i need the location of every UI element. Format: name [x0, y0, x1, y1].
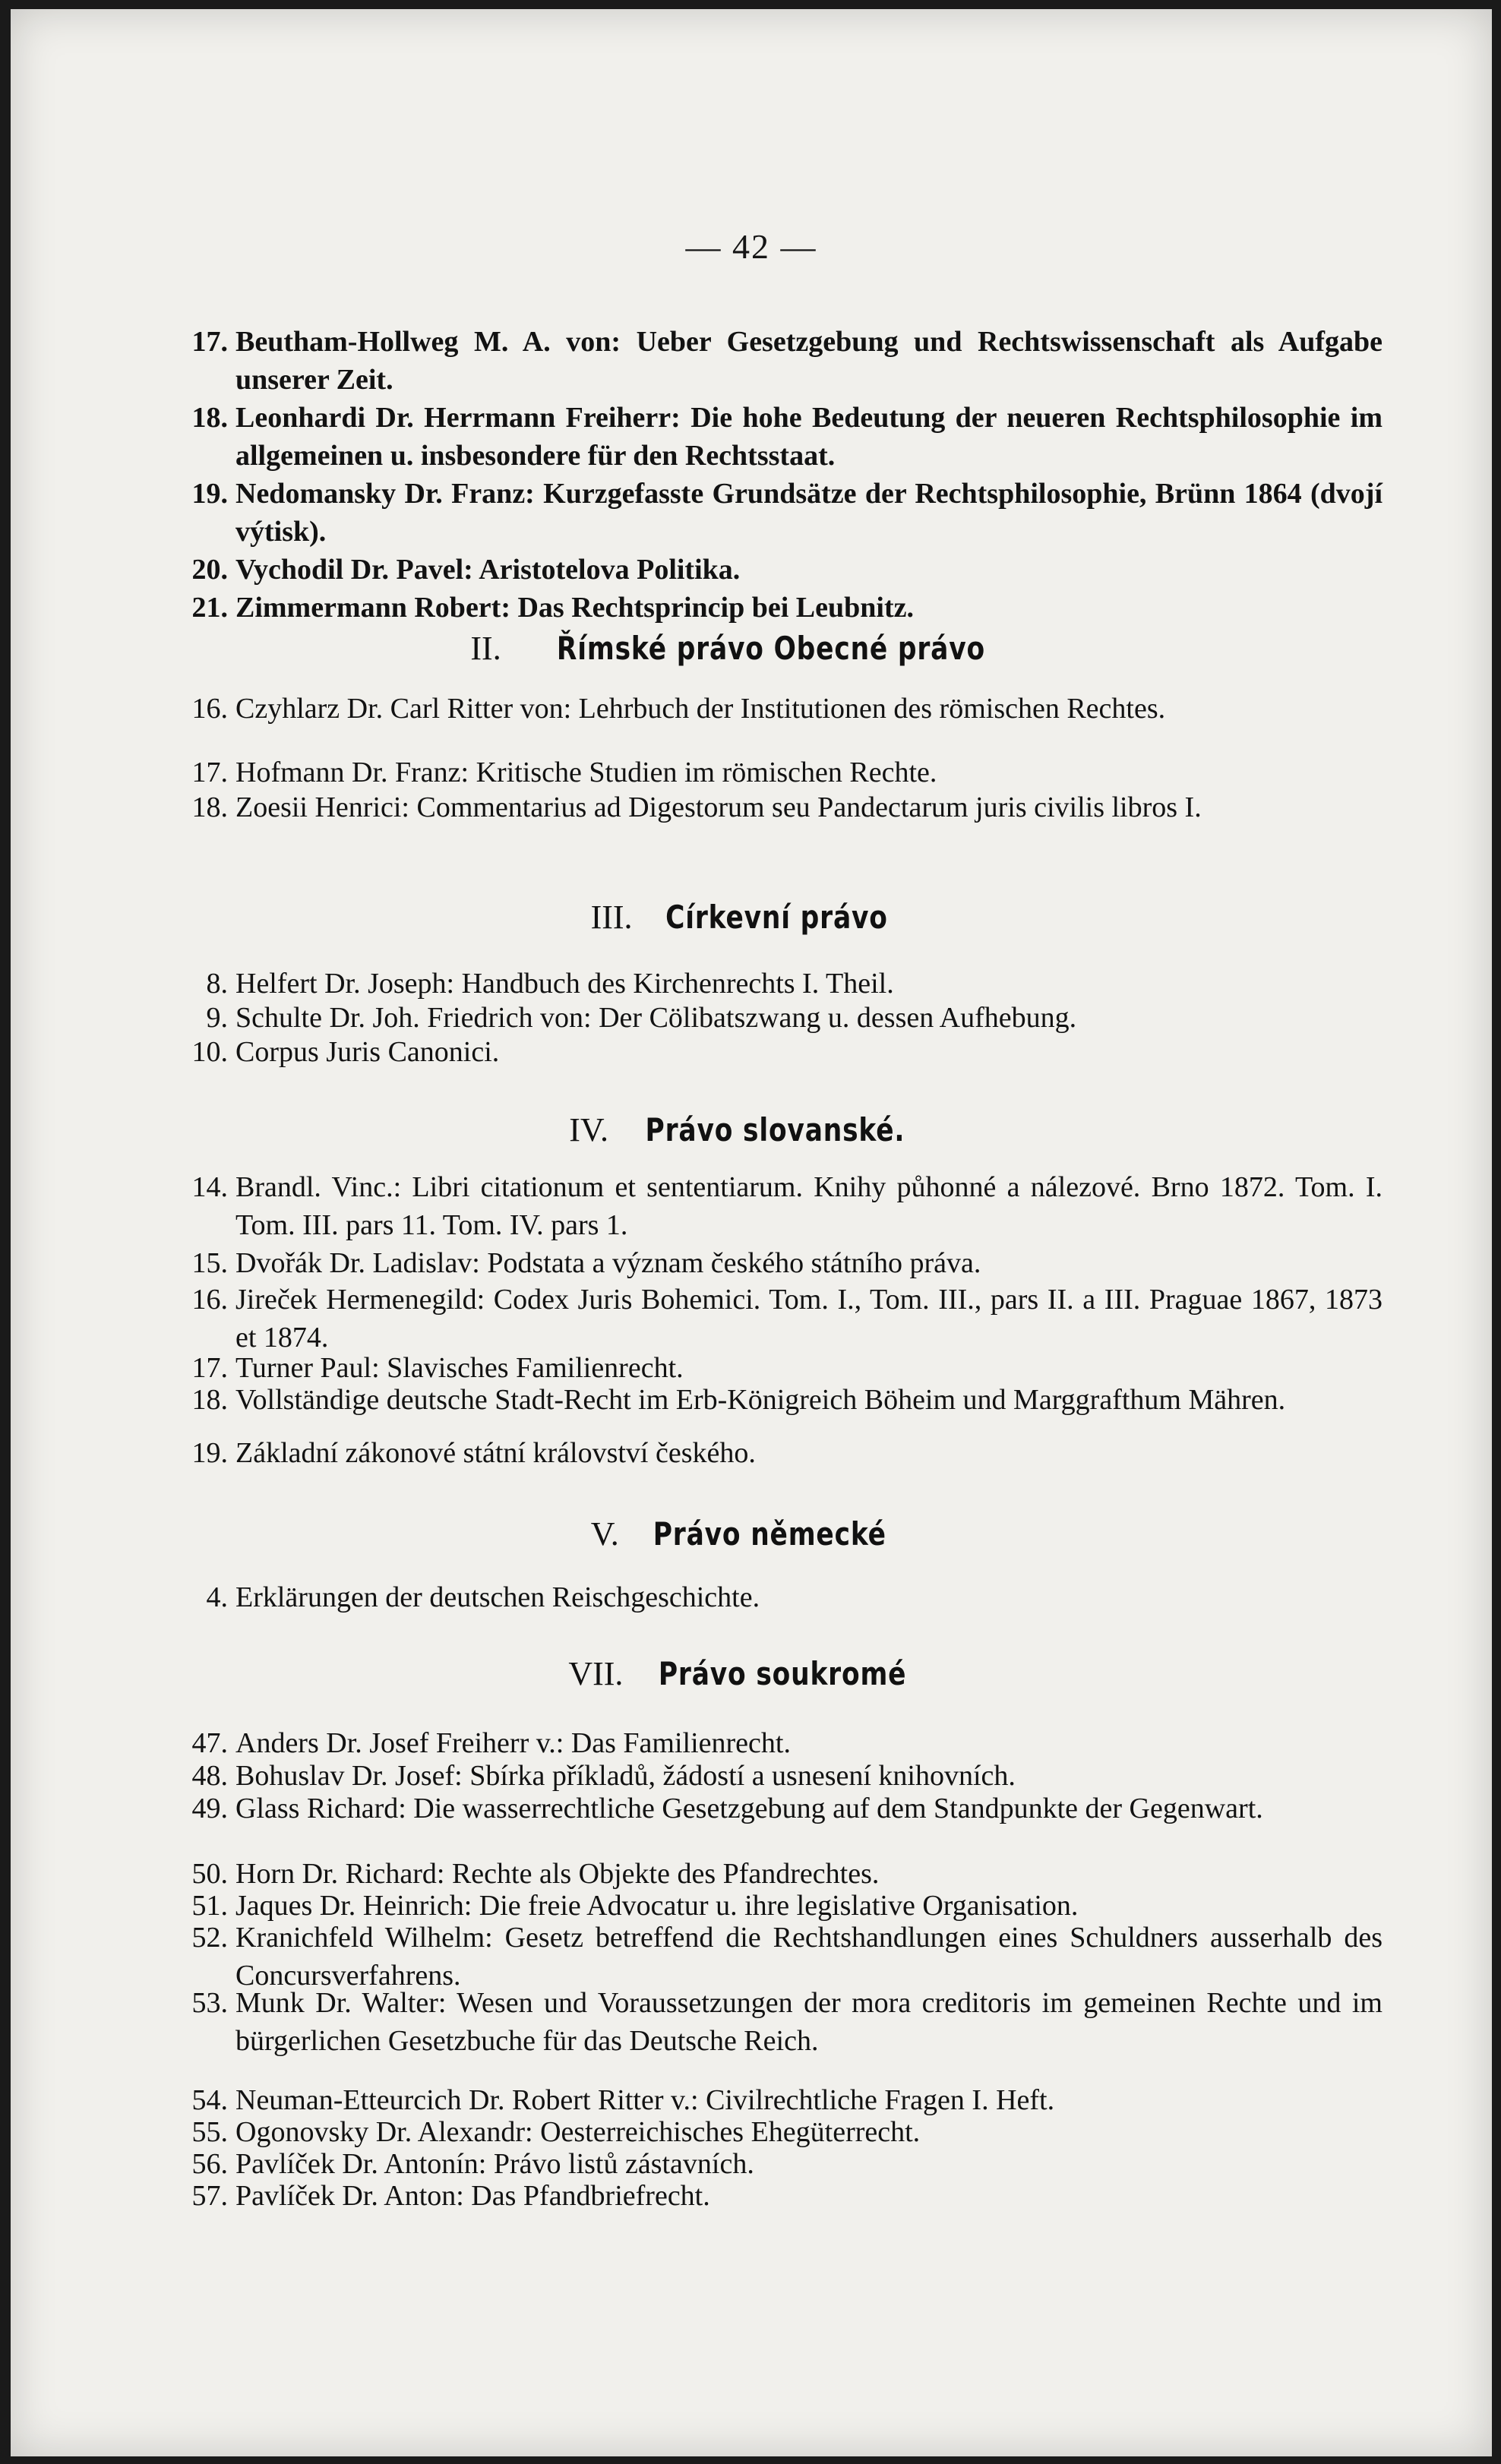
section-title: Právo slovanské. [645, 1111, 905, 1148]
list-item [191, 1168, 1382, 1244]
entry-number: 17. [191, 1352, 228, 1384]
entry-text: Zoesii Henrici: Commentarius ad Digestorum seu Pandectarum juris civilis libros I. [235, 791, 1202, 823]
entry-text: Kranichfeld Wilhelm: Gesetz betreffend die Rechtshandlungen eines Schuldners ausserhalb des Concursverfahrens. [235, 1922, 1382, 1992]
list-item [191, 690, 1382, 728]
entry-number: 57. [191, 2180, 228, 2212]
section-heading [11, 1654, 1492, 1693]
entry-text: Erklärungen der deutschen Reischgeschichte. [235, 1581, 760, 1613]
list-item [191, 1281, 1382, 1357]
section-roman: II. [470, 630, 501, 667]
entry-text: Schulte Dr. Joh. Friedrich von: Der Cölibatszwang u. dessen Aufhebung. [235, 1002, 1077, 1034]
entry-number: 47. [191, 1727, 228, 1759]
page-number: — 42 — [685, 227, 817, 266]
entry-number: 52. [191, 1922, 228, 1954]
list-item [191, 1244, 1382, 1282]
entry-number: 10. [191, 1036, 228, 1068]
entry-number: 56. [191, 2148, 228, 2180]
entry-text: Vychodil Dr. Pavel: Aristotelova Politika. [235, 554, 741, 586]
entry-text: Základní zákonové státní království českého. [235, 1437, 756, 1469]
list-item [191, 1033, 1382, 1071]
entry-number: 19. [191, 1437, 228, 1469]
entry-number: 48. [191, 1760, 228, 1792]
entry-number: 51. [191, 1890, 228, 1922]
list-item [191, 551, 1382, 589]
section-roman: VII. [568, 1655, 624, 1692]
section-title: Právo německé [653, 1515, 886, 1553]
entry-number: 18. [191, 402, 228, 434]
entry-text: Bohuslav Dr. Josef: Sbírka příkladů, žádostí a usnesení knihovních. [235, 1760, 1016, 1792]
entry-number: 16. [191, 693, 228, 725]
entry-number: 54. [191, 2084, 228, 2116]
document-page [11, 9, 1492, 2456]
entry-number: 8. [206, 968, 228, 1000]
entry-number: 55. [191, 2116, 228, 2148]
entry-text: Vollständige deutsche Stadt-Recht im Erb-Königreich Böheim und Marggrafthum Mähren. [235, 1384, 1286, 1416]
entry-number: 16. [191, 1284, 228, 1316]
entry-text: Zimmermann Robert: Das Rechtsprincip bei Leubnitz. [235, 592, 914, 624]
entry-text: Brandl. Vinc.: Libri citationum et sententiarum. Knihy půhonné a nálezové. Brno 1872. Tom. I. Tom. III. pars 11. Tom. IV. pars 1. [235, 1171, 1382, 1241]
section-heading [11, 629, 1492, 668]
section-roman: III. [590, 899, 633, 936]
entry-text: Munk Dr. Walter: Wesen und Voraussetzungen der mora creditoris im gemeinen Rechte und im bürgerlichen Gesetzbuche für das Deutsche Reich. [235, 1987, 1382, 2057]
entry-number: 4. [206, 1581, 228, 1613]
list-item [191, 475, 1382, 551]
entry-number: 53. [191, 1987, 228, 2019]
list-item [191, 399, 1382, 475]
entry-text: Pavlíček Dr. Antonín: Právo listů zástavních. [235, 2148, 754, 2180]
entry-number: 15. [191, 1247, 228, 1279]
section-title: Právo soukromé [659, 1655, 907, 1692]
section-title: Církevní právo [665, 899, 888, 936]
entry-number: 50. [191, 1858, 228, 1890]
entry-text: Turner Paul: Slavisches Familienrecht. [235, 1352, 684, 1384]
entry-number: 18. [191, 1384, 228, 1416]
list-item [191, 2177, 1382, 2215]
entry-text: Czyhlarz Dr. Carl Ritter von: Lehrbuch der Institutionen des römischen Rechtes. [235, 693, 1166, 725]
entry-text: Ogonovsky Dr. Alexandr: Oesterreichisches Ehegüterrecht. [235, 2116, 921, 2148]
entry-text: Leonhardi Dr. Herrmann Freiherr: Die hohe Bedeutung der neueren Rechtsphilosophie im allgemeinen u. insbesondere für den Rechtsstaat. [235, 402, 1382, 472]
entry-text: Beutham-Hollweg M. A. von: Ueber Gesetzgebung und Rechtswissenschaft als Aufgabe unserer Zeit. [235, 326, 1382, 396]
entry-text: Pavlíček Dr. Anton: Das Pfandbriefrecht. [235, 2180, 710, 2212]
entry-text: Nedomansky Dr. Franz: Kurzgefasste Grundsätze der Rechtsphilosophie, Brünn 1864 (dvojí výtisk). [235, 478, 1382, 548]
entry-text: Neuman-Etteurcich Dr. Robert Ritter v.: Civilrechtliche Fragen I. Heft. [235, 2084, 1055, 2116]
list-item [191, 1381, 1382, 1419]
entry-number: 9. [206, 1002, 228, 1034]
section-heading [11, 1110, 1492, 1149]
entry-number: 20. [191, 554, 228, 586]
list-item [191, 589, 1382, 627]
entry-number: 14. [191, 1171, 228, 1203]
entry-text: Dvořák Dr. Ladislav: Podstata a význam českého státního práva. [235, 1247, 981, 1279]
entry-text: Hofmann Dr. Franz: Kritische Studien im römischen Rechte. [235, 757, 937, 788]
entry-text: Helfert Dr. Joseph: Handbuch des Kirchenrechts I. Theil. [235, 968, 894, 1000]
entry-text: Jaques Dr. Heinrich: Die freie Advocatur u. ihre legislative Organisation. [235, 1890, 1079, 1922]
list-item [206, 1578, 1382, 1616]
list-item [191, 753, 1382, 791]
list-item [191, 1984, 1382, 2060]
entry-number: 19. [191, 478, 228, 510]
entry-text: Anders Dr. Josef Freiherr v.: Das Familienrecht. [235, 1727, 791, 1759]
entry-text: Corpus Juris Canonici. [235, 1036, 500, 1068]
entry-text: Jireček Hermenegild: Codex Juris Bohemici. Tom. I., Tom. III., pars II. a III. Praguae 1867, 1873 et 1874. [235, 1284, 1382, 1354]
list-item [191, 1434, 1382, 1472]
entry-number: 18. [191, 791, 228, 823]
section-roman: V. [590, 1515, 619, 1553]
section-roman: IV. [569, 1111, 608, 1148]
list-item [191, 323, 1382, 399]
section-heading [11, 1515, 1492, 1553]
entry-text: Horn Dr. Richard: Rechte als Objekte des Pfandrechtes. [235, 1858, 880, 1890]
entry-number: 17. [191, 326, 228, 358]
entry-number: 21. [191, 592, 228, 624]
list-item [191, 1790, 1382, 1827]
entry-number: 17. [191, 757, 228, 788]
section-title: Římské právo Obecné právo [556, 630, 985, 667]
entry-text: Glass Richard: Die wasserrechtliche Gesetzgebung auf dem Standpunkte der Gegenwart. [235, 1793, 1263, 1824]
list-item [191, 788, 1382, 826]
entry-number: 49. [191, 1793, 228, 1824]
list-item [191, 1919, 1382, 1995]
section-heading [11, 898, 1492, 937]
list-item [206, 965, 1382, 1003]
list-item [206, 999, 1382, 1037]
